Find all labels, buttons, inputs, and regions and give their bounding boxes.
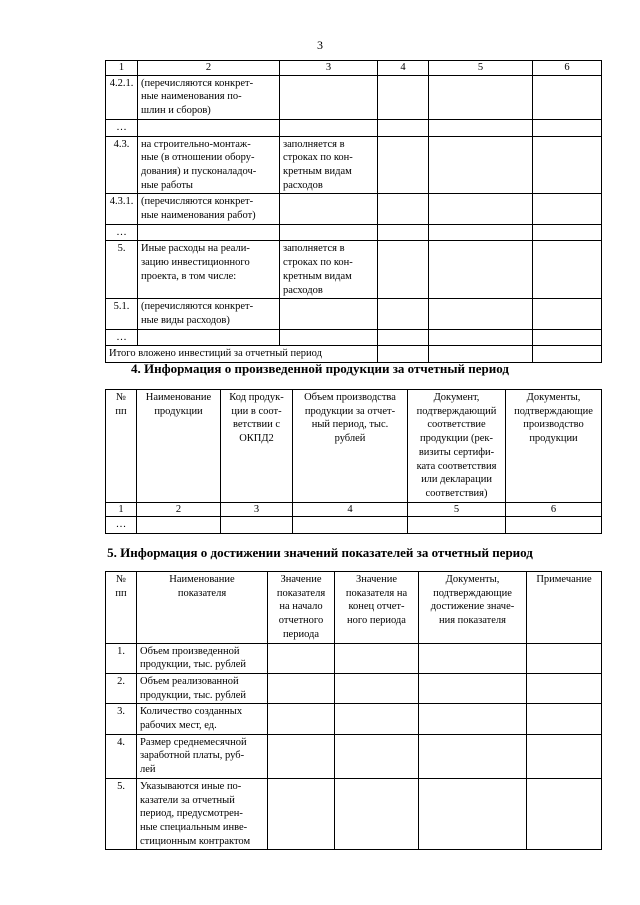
header-value-start: Значение показателя на начало отчетного периода <box>268 572 335 644</box>
value-cell <box>429 119 533 136</box>
value-cell <box>378 136 429 194</box>
value-cell <box>506 517 602 534</box>
header-product-name: Наименование продукции <box>137 390 221 503</box>
row-note-line: строках по кон- <box>283 152 353 164</box>
indicator-name-line: Объем произведенной <box>140 645 240 657</box>
value-cell <box>429 329 533 346</box>
row-name-line: (перечисляются конкрет- <box>141 77 254 89</box>
indicator-name-cell <box>137 778 268 850</box>
row-note-cell <box>280 136 378 194</box>
row-number: 1. <box>106 643 137 673</box>
value-cell <box>429 241 533 299</box>
value-cell <box>335 704 419 734</box>
value-cell <box>429 136 533 194</box>
row-number: 2. <box>106 673 137 703</box>
column-number-row <box>106 502 602 517</box>
indicator-name-line: заработной платы, руб- <box>140 750 245 762</box>
value-cell <box>268 673 335 703</box>
header-value-end: Значение показателя на конец отчет- ного периода <box>335 572 419 644</box>
value-cell <box>527 704 602 734</box>
value-cell <box>533 119 602 136</box>
row-name-line: (перечисляются конкрет- <box>141 301 254 313</box>
row-number: 5. <box>106 778 137 850</box>
value-cell <box>280 299 378 329</box>
value-cell <box>533 136 602 194</box>
row-name-line: ные виды расходов) <box>141 314 230 326</box>
value-cell <box>419 778 527 850</box>
value-cell <box>335 734 419 778</box>
header-production-documents: Документы, подтверждающие производство продукции <box>506 390 602 503</box>
indicator-name-cell <box>137 643 268 673</box>
value-cell <box>378 75 429 119</box>
column-number: 1 <box>106 502 137 517</box>
value-cell <box>335 673 419 703</box>
table-row <box>106 241 602 299</box>
column-number: 2 <box>138 61 280 76</box>
table-row <box>106 75 602 119</box>
value-cell <box>408 517 506 534</box>
indicator-name-cell <box>137 704 268 734</box>
value-cell <box>268 704 335 734</box>
production-table <box>105 389 602 534</box>
value-cell <box>268 778 335 850</box>
header-production-volume: Объем производства продукции за отчет- ный период, тыс. рублей <box>293 390 408 503</box>
value-cell <box>378 194 429 224</box>
indicator-name-line: лей <box>140 764 156 776</box>
value-cell <box>137 517 221 534</box>
row-name-line: (перечисляются конкрет- <box>141 196 254 208</box>
table-row <box>106 329 602 346</box>
section-5-title: 5. Информация о достижении значений показателей за отчетный период <box>107 545 533 560</box>
value-cell <box>280 329 378 346</box>
value-cell <box>280 224 378 241</box>
row-name-cell <box>138 224 280 241</box>
value-cell <box>527 643 602 673</box>
indicator-name-cell <box>137 673 268 703</box>
table-row <box>106 704 602 734</box>
row-name-line: ные (в отношении обору- <box>141 152 255 164</box>
row-note-line: расходов <box>283 284 323 296</box>
indicator-name-line: Количество созданных <box>140 706 243 718</box>
value-cell <box>335 778 419 850</box>
header-note: Примечание <box>527 572 602 644</box>
value-cell <box>378 241 429 299</box>
indicator-name-line: продукции, тыс. рублей <box>140 659 246 671</box>
indicator-name-line: Указываются иные по- <box>140 780 242 792</box>
value-cell <box>533 224 602 241</box>
header-number: № пп <box>106 572 137 644</box>
value-cell <box>533 329 602 346</box>
value-cell <box>429 224 533 241</box>
value-cell <box>419 704 527 734</box>
indicator-name-line: Объем реализованной <box>140 675 239 687</box>
value-cell <box>527 778 602 850</box>
header-conformity-document: Документ, подтверждающий соответствие продукции (рек- визиты сертифи- ката соответствия или декларации соответствия) <box>408 390 506 503</box>
column-number: 3 <box>280 61 378 76</box>
table-row <box>106 643 602 673</box>
value-cell <box>378 224 429 241</box>
value-cell <box>533 75 602 119</box>
value-cell <box>221 517 293 534</box>
value-cell <box>533 299 602 329</box>
row-name-line: шлин и сборов) <box>141 105 211 117</box>
value-cell <box>527 734 602 778</box>
table-row <box>106 517 602 534</box>
header-indicator-name: Наименование показателя <box>137 572 268 644</box>
table-row <box>106 224 602 241</box>
column-number: 4 <box>293 502 408 517</box>
row-name-line: ные работы <box>141 179 193 191</box>
row-number: 4.3.1. <box>106 194 138 224</box>
value-cell <box>429 194 533 224</box>
indicator-name-line: ные специальным инве- <box>140 821 248 833</box>
header-achievement-documents: Документы, подтверждающие достижение значе- ния показателя <box>419 572 527 644</box>
row-note-line: заполняется в <box>283 138 345 150</box>
row-note-line: расходов <box>283 179 323 191</box>
row-name-cell <box>138 329 280 346</box>
row-name-cell <box>138 119 280 136</box>
value-cell <box>280 75 378 119</box>
row-name-cell <box>138 136 280 194</box>
table-row <box>106 299 602 329</box>
row-name-cell <box>138 75 280 119</box>
header-product-code: Код продук- ции в соот- ветствии с ОКПД2 <box>221 390 293 503</box>
row-name-line: Иные расходы на реали- <box>141 243 250 255</box>
row-number: … <box>106 517 137 534</box>
row-note-line: заполняется в <box>283 243 345 255</box>
table-row <box>106 778 602 850</box>
value-cell <box>419 734 527 778</box>
column-number: 6 <box>533 61 602 76</box>
value-cell <box>533 241 602 299</box>
value-cell <box>378 119 429 136</box>
value-cell <box>293 517 408 534</box>
indicator-name-line: казатели за отчетный <box>140 794 235 806</box>
row-name-line: на строительно-монтаж- <box>141 138 251 150</box>
row-name-cell <box>138 299 280 329</box>
row-name-line: проекта, в том числе: <box>141 270 237 282</box>
table-row <box>106 673 602 703</box>
value-cell <box>268 643 335 673</box>
investments-table <box>105 60 602 363</box>
column-number-row <box>106 61 602 76</box>
value-cell <box>429 299 533 329</box>
row-number: 4.2.1. <box>106 75 138 119</box>
row-name-line: ные наименования работ) <box>141 210 256 222</box>
row-note-line: кретным видам <box>283 270 352 282</box>
value-cell <box>378 299 429 329</box>
column-number: 2 <box>137 502 221 517</box>
value-cell <box>378 329 429 346</box>
column-number: 3 <box>221 502 293 517</box>
row-number: 4. <box>106 734 137 778</box>
table-row <box>106 119 602 136</box>
column-number: 6 <box>506 502 602 517</box>
header-number: № пп <box>106 390 137 503</box>
header-row <box>106 390 602 503</box>
row-name-cell <box>138 194 280 224</box>
row-number: 5. <box>106 241 138 299</box>
header-row <box>106 572 602 644</box>
indicator-name-line: стиционным контрактом <box>140 835 251 847</box>
value-cell <box>280 194 378 224</box>
indicators-table <box>105 571 602 850</box>
value-cell <box>280 119 378 136</box>
row-number: 3. <box>106 704 137 734</box>
value-cell <box>268 734 335 778</box>
value-cell <box>335 643 419 673</box>
row-number: 4.3. <box>106 136 138 194</box>
table-row <box>106 194 602 224</box>
indicator-name-line: период, предусмотрен- <box>140 808 243 820</box>
column-number: 5 <box>429 61 533 76</box>
row-note-line: строках по кон- <box>283 257 353 269</box>
row-number: … <box>106 329 138 346</box>
row-number: … <box>106 224 138 241</box>
column-number: 5 <box>408 502 506 517</box>
table-row <box>106 734 602 778</box>
indicator-name-line: рабочих мест, ед. <box>140 720 217 732</box>
row-note-line: кретным видам <box>283 165 352 177</box>
row-name-line: дования) и пусконаладоч- <box>141 165 257 177</box>
indicator-name-line: Размер среднемесячной <box>140 736 247 748</box>
row-note-cell <box>280 241 378 299</box>
value-cell <box>429 75 533 119</box>
row-name-line: зацию инвестиционного <box>141 257 250 269</box>
table-row <box>106 136 602 194</box>
value-cell <box>527 673 602 703</box>
column-number: 4 <box>378 61 429 76</box>
row-number: … <box>106 119 138 136</box>
row-name-line: ные наименования по- <box>141 91 242 103</box>
value-cell <box>419 673 527 703</box>
page-number: 3 <box>317 38 323 52</box>
indicator-name-cell <box>137 734 268 778</box>
indicator-name-line: продукции, тыс. рублей <box>140 689 246 701</box>
row-name-cell <box>138 241 280 299</box>
column-number: 1 <box>106 61 138 76</box>
row-number: 5.1. <box>106 299 138 329</box>
section-4-title: 4. Информация о произведенной продукции за отчетный период <box>131 361 509 376</box>
value-cell <box>419 643 527 673</box>
value-cell <box>533 194 602 224</box>
total-label: Итого вложено инвестиций за отчетный период <box>106 346 378 363</box>
